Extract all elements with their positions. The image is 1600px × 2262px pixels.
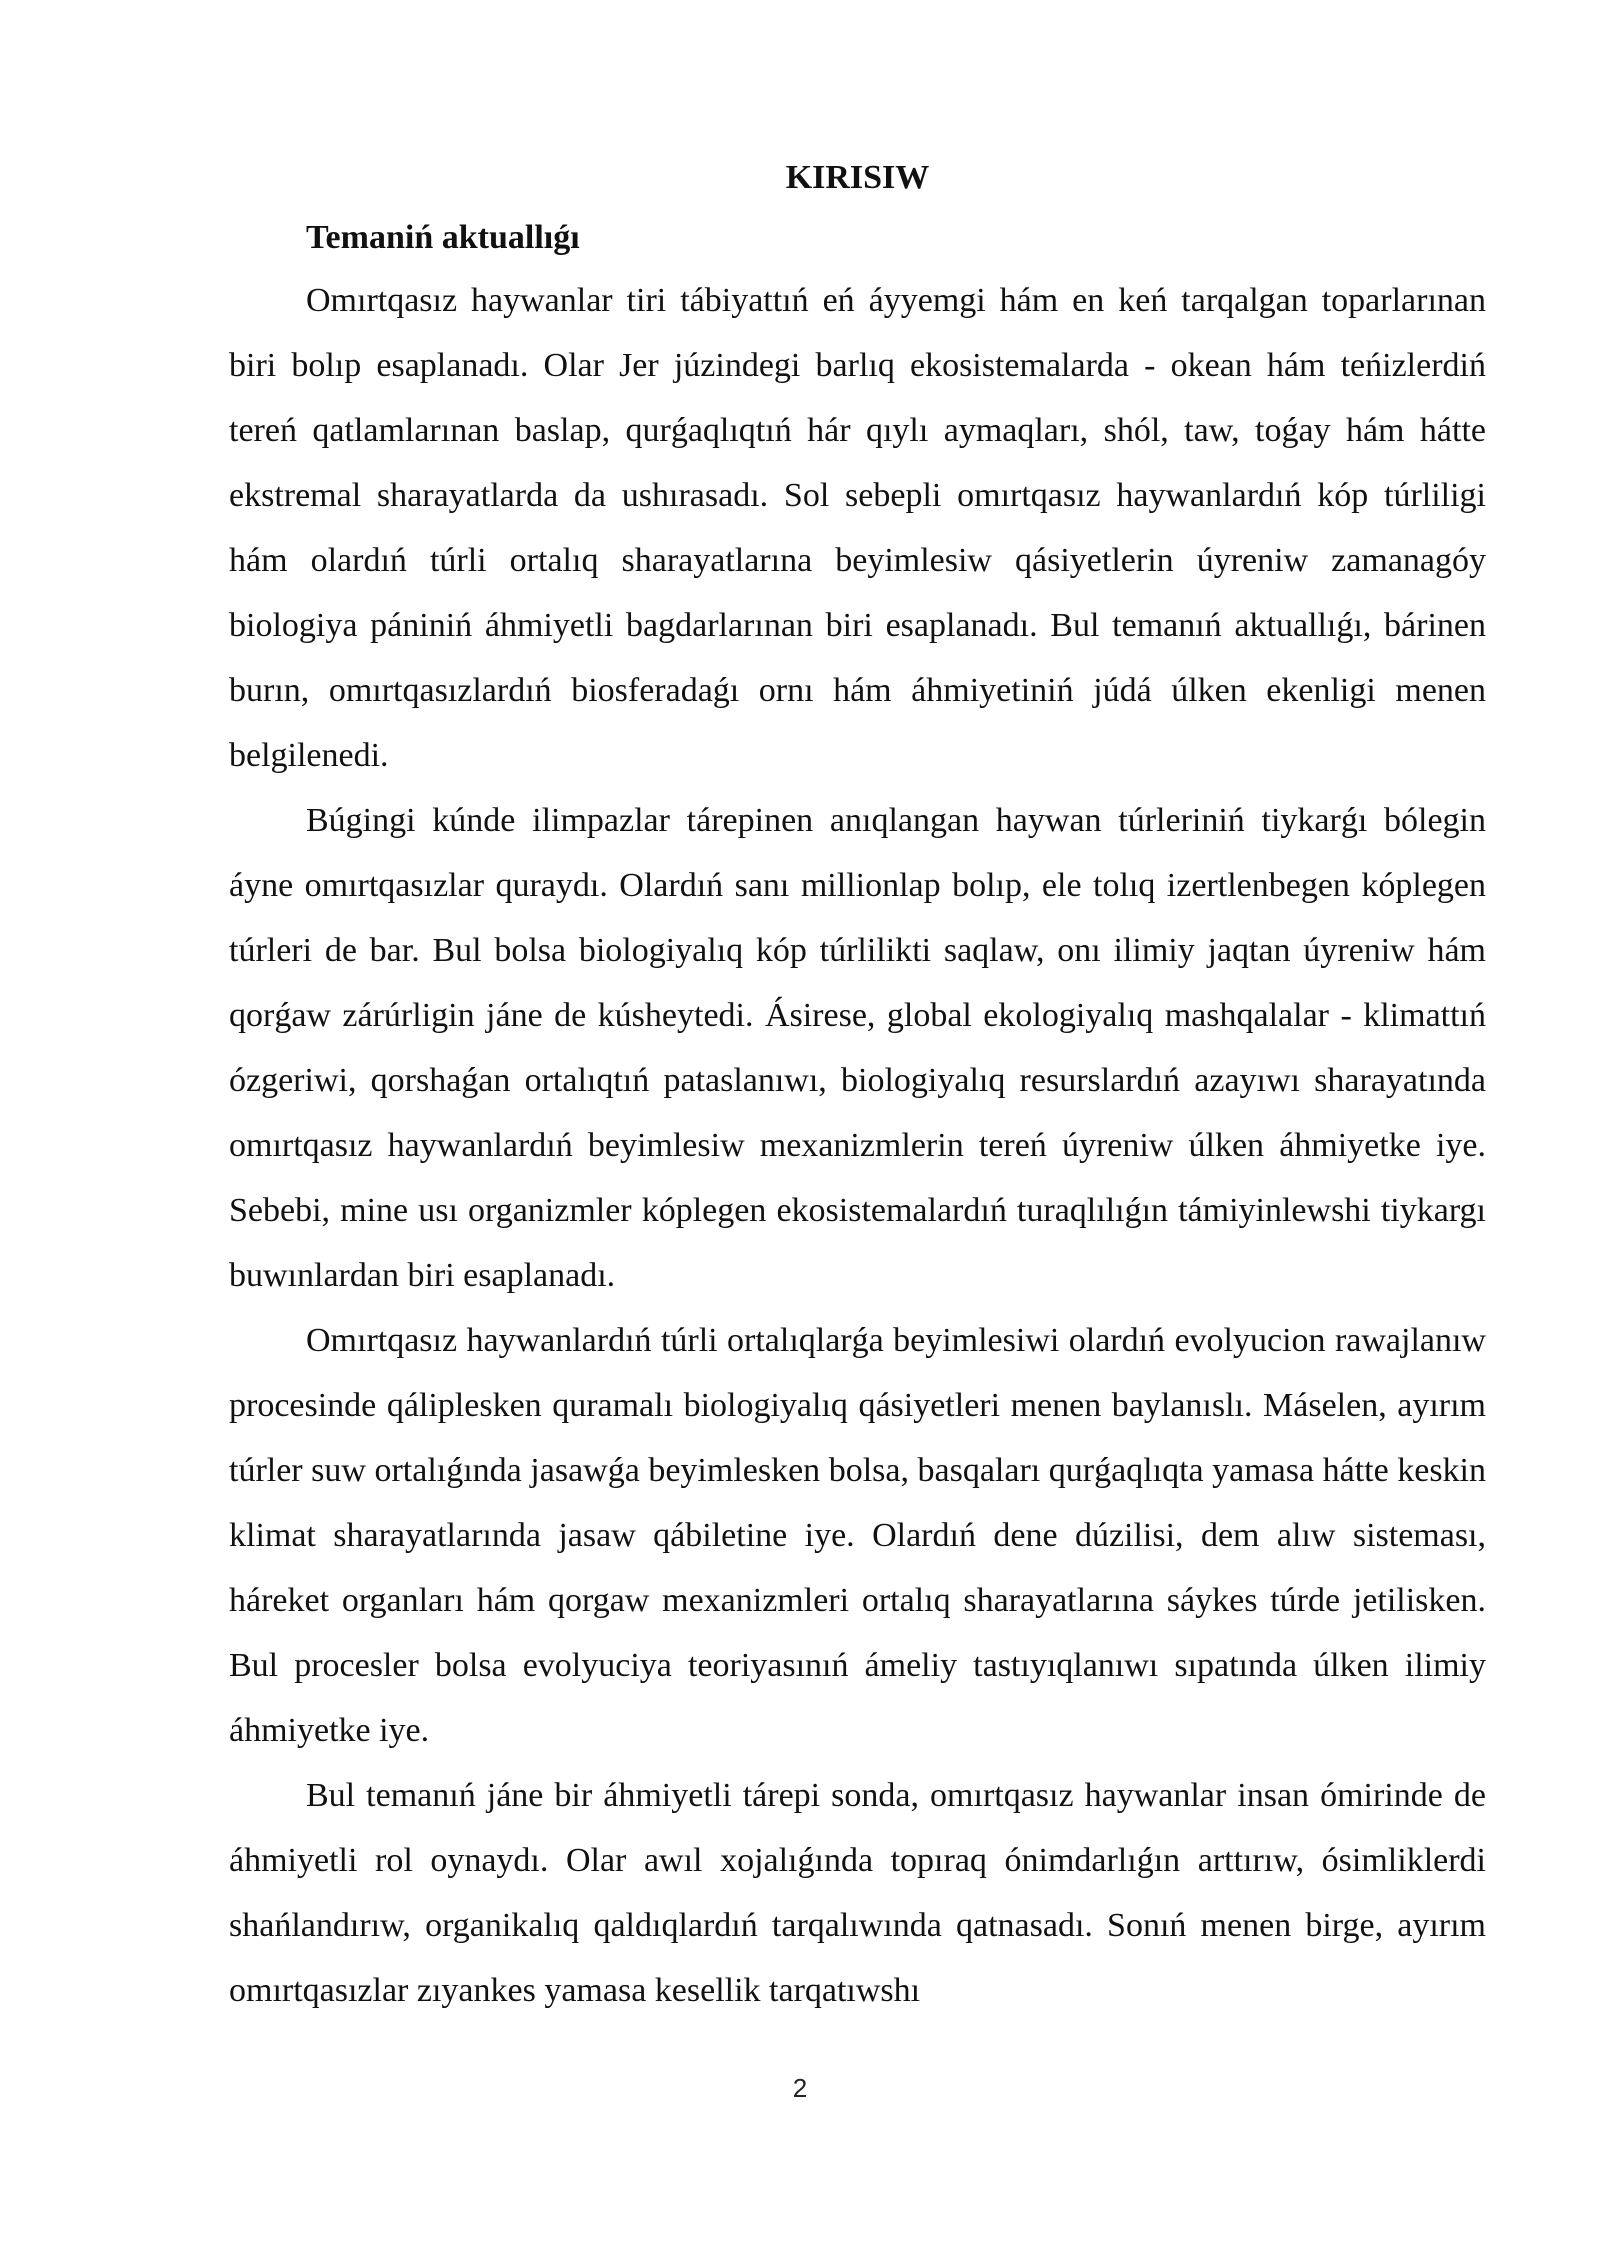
- page-content: [229, 148, 1486, 2023]
- paragraph-4: Bul temanıń jáne bir áhmiyetli tárepi sonda, omırtqasız haywanlar insan ómirinde de áhmiyetli rol oynaydı. Olar awıl xojalıǵında topıraq ónimdarlıǵın arttırıw, ósimliklerdi shańlandırıw, organikalıq qaldıqlardıń tarqalıwında qatnasadı. Sonıń menen birge, ayırım omırtqasızlar zıyankes yamasa kesellik tarqatıwshı: [229, 1777, 1486, 2009]
- page-number: 2: [792, 2073, 808, 2103]
- section-subheading: Temaniń aktuallıǵı: [306, 219, 580, 256]
- paragraph-3: Omırtqasız haywanlardıń túrli ortalıqlarǵa beyimlesiwi olardıń evolyucion rawajlanıw procesinde qáliplesken quramalı biologiyalıq qásiyetleri menen baylanıslı. Máselen, ayırım túrler suw ortalıǵında jasawǵa beyimlesken bolsa, basqaları qurǵaqlıqta yamasa hátte keskin klimat sharayatlarında jasaw qábiletine iye. Olardıń dene dúzilisi, dem alıw sisteması, háreket organları hám qorgaw mexanizmleri ortalıq sharayatlarına sáykes túrde jetilisken. Bul procesler bolsa evolyuciya teoriyasınıń ámeliy tastıyıqlanıwı sıpatında úlken ilimiy áhmiyetke iye.: [229, 1322, 1486, 1749]
- page-heading: KIRISIW: [785, 159, 930, 196]
- paragraph-2: Búgingi kúnde ilimpazlar tárepinen anıqlangan haywan túrleriniń tiykarǵı bólegin áyne omırtqasızlar quraydı. Olardıń sanı millionlap bolıp, ele tolıq izertlenbegen kóplegen túrleri de bar. Bul bolsa biologiyalıq kóp túrlilikti saqlaw, onı ilimiy jaqtan úyreniw hám qorǵaw zárúrligin jáne de kúsheytedi. Ásirese, global ekologiyalıq mashqalalar - klimattıń ózgeriwi, qorshaǵan ortalıqtıń pataslanıwı, biologiyalıq resurslardıń azayıwı sharayatında omırtqasız haywanlardıń beyimlesiw mexanizmlerin tereń úyreniw úlken áhmiyetke iye. Sebebi, mine usı organizmler kóplegen ekosistemalardıń turaqlılıǵın támiyinlewshi tiykargı buwınlardan biri esaplanadı.: [229, 802, 1486, 1294]
- paragraph-1: Omırtqasız haywanlar tiri tábiyattıń eń áyyemgi hám en keń tarqalgan toparlarınan biri bolıp esaplanadı. Olar Jer júzindegi barlıq ekosistemalarda - okean hám teńizlerdiń tereń qatlamlarınan baslap, qurǵaqlıqtıń hár qıylı aymaqları, shól, taw, toǵay hám hátte ekstremal sharayatlarda da ushırasadı. Sol sebepli omırtqasız haywanlardıń kóp túrliligi hám olardıń túrli ortalıq sharayatlarına beyimlesiw qásiyetlerin úyreniw zamanagóy biologiya pániniń áhmiyetli bagdarlarınan biri esaplanadı. Bul temanıń aktuallıǵı, bárinen burın, omırtqasızlardıń biosferadaǵı ornı hám áhmiyetiniń júdá úlken ekenligi menen belgilenedi.: [229, 282, 1486, 774]
